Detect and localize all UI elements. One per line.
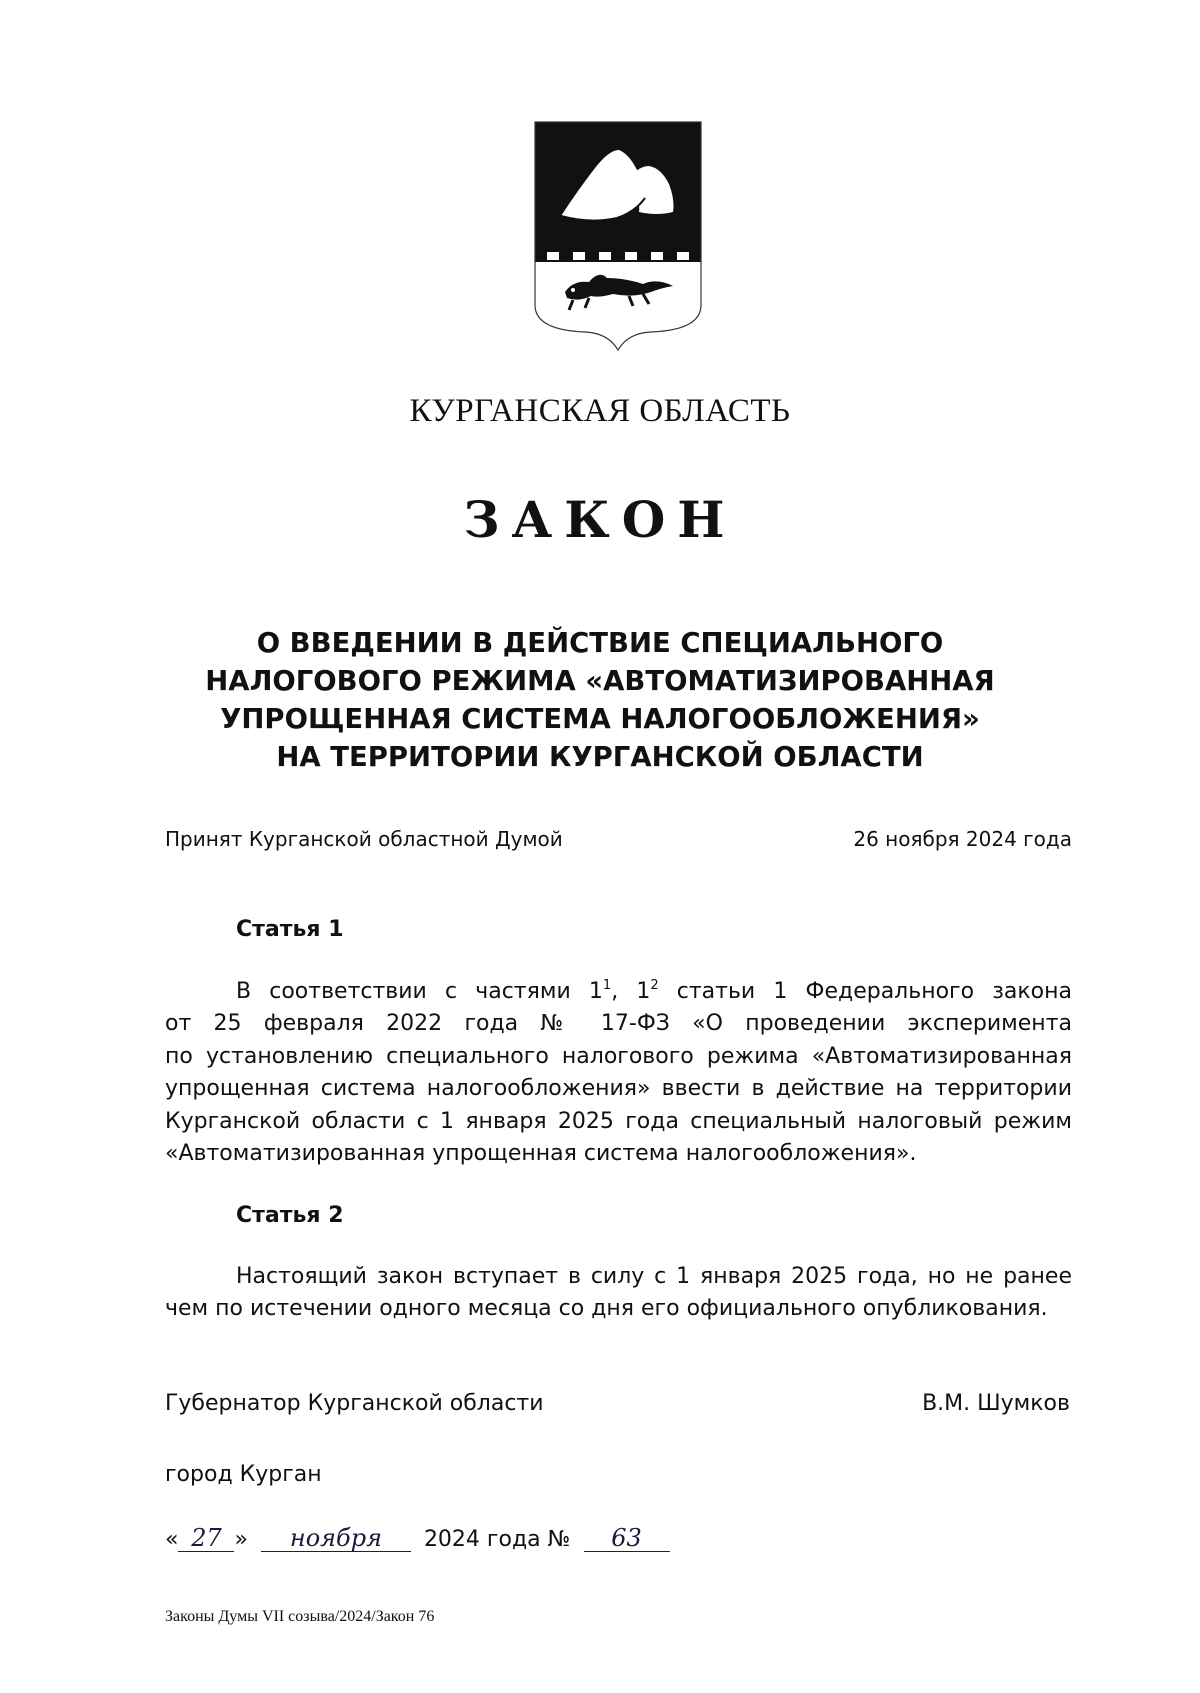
article-1-text	[165, 976, 1072, 1170]
superscript: 2	[650, 978, 659, 993]
handwritten-day: 27	[178, 1525, 234, 1552]
law-title-line: НАЛОГОВОГО РЕЖИМА «АВТОМАТИЗИРОВАННАЯ	[205, 665, 995, 697]
article-1-heading: Статья 1	[236, 917, 344, 942]
article-1-line: Курганской области с 1 января 2025 года специальный налоговый режим	[165, 1108, 1072, 1134]
place-of-signing: город Курган	[165, 1462, 322, 1487]
quote-open: «	[165, 1527, 179, 1552]
quote-close: »	[234, 1527, 248, 1552]
law-title-line: О ВВЕДЕНИИ В ДЕЙСТВИЕ СПЕЦИАЛЬНОГО	[256, 627, 944, 659]
text-fragment: статьи 1 Федерального закона	[658, 979, 1072, 1004]
handwritten-month: ноября	[261, 1525, 411, 1552]
article-2-heading: Статья 2	[236, 1203, 344, 1228]
adoption-date: 26 ноября 2024 года	[853, 827, 1072, 851]
law-title-line: НА ТЕРРИТОРИИ КУРГАНСКОЙ ОБЛАСТИ	[276, 741, 924, 773]
coat-of-arms-emblem	[533, 120, 703, 352]
law-title	[150, 624, 1050, 776]
superscript: 1	[602, 978, 612, 993]
article-1-line	[165, 976, 1072, 1008]
article-1-line: от 25 февраля 2022 года № 17-ФЗ «О проведении эксперимента	[165, 1011, 1072, 1037]
adoption-statement: Принят Курганской областной Думой	[165, 827, 563, 851]
signatory-title: Губернатор Курганской области	[165, 1391, 544, 1416]
region-name: КУРГАНСКАЯ ОБЛАСТЬ	[409, 393, 791, 429]
article-1-line: по установлению специального налогового режима «Автоматизированная	[165, 1043, 1072, 1069]
article-2-text	[165, 1261, 1072, 1326]
article-2-line: чем по истечении одного месяца со дня его официального опубликования.	[165, 1296, 1048, 1322]
document-footer: Законы Думы VII созыва/2024/Закон 76	[165, 1608, 435, 1625]
article-2-line: Настоящий закон вступает в силу с 1 января 2025 года, но не ранее	[236, 1264, 1072, 1289]
law-title-line: УПРОЩЕННАЯ СИСТЕМА НАЛОГООБЛОЖЕНИЯ»	[220, 703, 980, 735]
document-type: ЗАКОН	[463, 490, 737, 549]
handwritten-law-number: 63	[584, 1525, 670, 1552]
text-fragment: , 1	[611, 979, 651, 1004]
year-and-number-label: 2024 года №	[423, 1527, 571, 1552]
text-fragment: В соответствии с частями 1	[236, 979, 603, 1004]
signatory-name: В.М. Шумков	[922, 1391, 1070, 1416]
article-1-line: упрощенная система налогообложения» ввести в действие на территории	[165, 1076, 1072, 1102]
signing-date-line	[165, 1525, 670, 1552]
article-1-line: «Автоматизированная упрощенная система налогообложения».	[165, 1141, 917, 1167]
